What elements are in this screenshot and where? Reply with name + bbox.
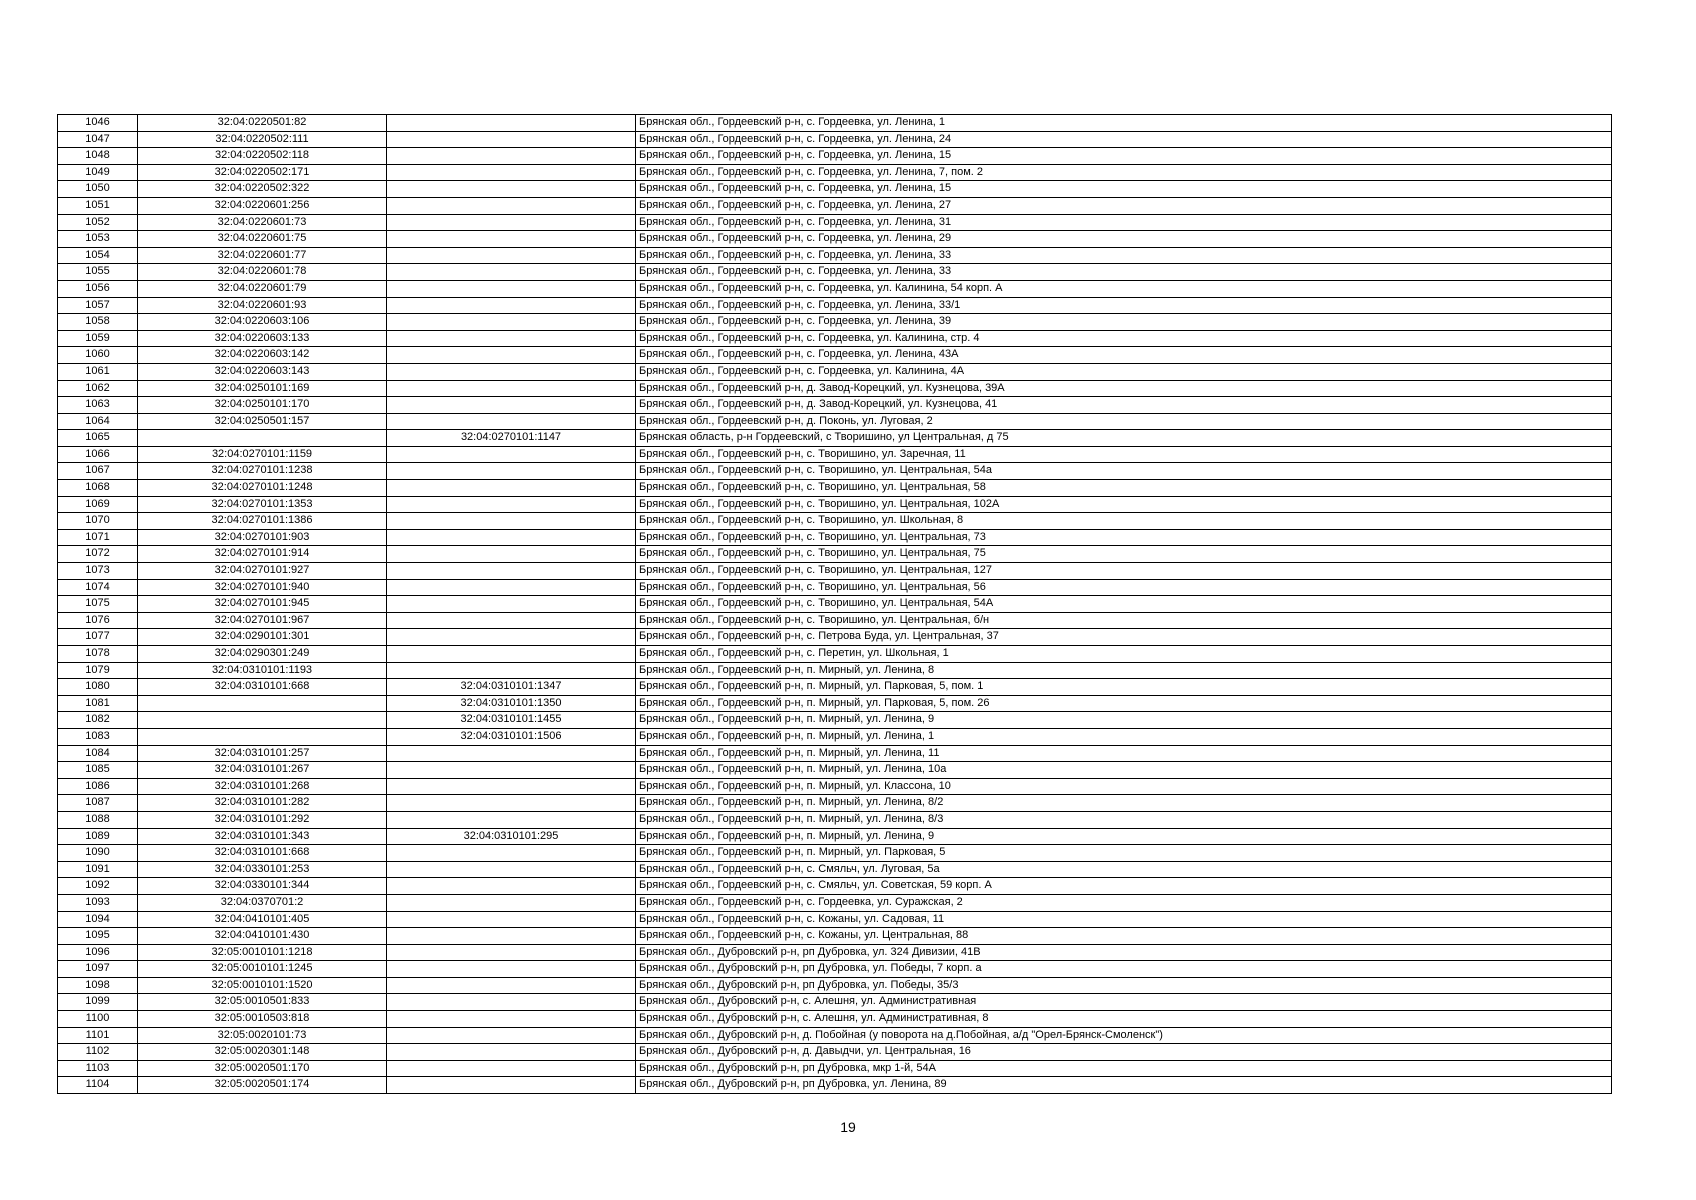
cadastral-number-cell: 32:04:0220603:142 [138, 347, 387, 364]
table-row [58, 612, 1612, 629]
address-cell: Брянская обл., Гордеевский р-н, с. Петрова Буда, ул. Центральная, 37 [636, 629, 1612, 646]
related-cadastral-number-cell [387, 1060, 636, 1077]
row-number-cell: 1054 [58, 247, 138, 264]
row-number-cell: 1086 [58, 778, 138, 795]
row-number-cell: 1072 [58, 546, 138, 563]
table-row [58, 115, 1612, 132]
table-row [58, 397, 1612, 414]
related-cadastral-number-cell [387, 546, 636, 563]
cadastral-number-cell: 32:04:0250101:169 [138, 380, 387, 397]
cadastral-number-cell: 32:04:0310101:1193 [138, 662, 387, 679]
row-number-cell: 1094 [58, 911, 138, 928]
address-cell: Брянская обл., Гордеевский р-н, д. Завод-Корецкий, ул. Кузнецова, 41 [636, 397, 1612, 414]
address-cell: Брянская обл., Гордеевский р-н, с. Творишино, ул. Заречная, 11 [636, 446, 1612, 463]
address-cell: Брянская обл., Гордеевский р-н, п. Мирный, ул. Парковая, 5 [636, 845, 1612, 862]
table-row [58, 629, 1612, 646]
row-number-cell: 1076 [58, 612, 138, 629]
cadastral-number-cell: 32:04:0370701:2 [138, 894, 387, 911]
row-number-cell: 1061 [58, 363, 138, 380]
related-cadastral-number-cell [387, 164, 636, 181]
row-number-cell: 1048 [58, 148, 138, 165]
address-cell: Брянская обл., Дубровский р-н, рп Дубровка, ул. Победы, 7 корп. а [636, 961, 1612, 978]
cadastral-number-cell: 32:04:0310101:668 [138, 845, 387, 862]
table-row [58, 181, 1612, 198]
row-number-cell: 1080 [58, 679, 138, 696]
related-cadastral-number-cell [387, 1011, 636, 1028]
row-number-cell: 1092 [58, 878, 138, 895]
table-row [58, 596, 1612, 613]
table-row [58, 977, 1612, 994]
related-cadastral-number-cell [387, 280, 636, 297]
cadastral-number-cell: 32:04:0290301:249 [138, 646, 387, 663]
cadastral-number-cell: 32:04:0220502:171 [138, 164, 387, 181]
related-cadastral-number-cell [387, 264, 636, 281]
table-row [58, 546, 1612, 563]
table-row [58, 131, 1612, 148]
address-cell: Брянская обл., Гордеевский р-н, с. Творишино, ул. Центральная, б/н [636, 612, 1612, 629]
cadastral-number-cell: 32:04:0270101:1238 [138, 463, 387, 480]
page-number: 19 [840, 1119, 856, 1135]
related-cadastral-number-cell [387, 231, 636, 248]
table-row [58, 513, 1612, 530]
cadastral-number-cell: 32:04:0220603:143 [138, 363, 387, 380]
cadastral-number-cell: 32:04:0220501:82 [138, 115, 387, 132]
table-row [58, 214, 1612, 231]
address-cell: Брянская обл., Гордеевский р-н, с. Гордеевка, ул. Ленина, 39 [636, 314, 1612, 331]
related-cadastral-number-cell [387, 596, 636, 613]
address-cell: Брянская область, р-н Гордеевский, с Творишино, ул Центральная, д 75 [636, 430, 1612, 447]
related-cadastral-number-cell [387, 795, 636, 812]
row-number-cell: 1071 [58, 529, 138, 546]
address-cell: Брянская обл., Гордеевский р-н, с. Перетин, ул. Школьная, 1 [636, 646, 1612, 663]
related-cadastral-number-cell [387, 529, 636, 546]
cadastral-number-cell: 32:04:0220601:77 [138, 247, 387, 264]
address-cell: Брянская обл., Гордеевский р-н, с. Гордеевка, ул. Ленина, 7, пом. 2 [636, 164, 1612, 181]
row-number-cell: 1102 [58, 1044, 138, 1061]
address-cell: Брянская обл., Гордеевский р-н, с. Гордеевка, ул. Ленина, 15 [636, 148, 1612, 165]
related-cadastral-number-cell: 32:04:0270101:1147 [387, 430, 636, 447]
table-row [58, 679, 1612, 696]
row-number-cell: 1084 [58, 745, 138, 762]
address-cell: Брянская обл., Гордеевский р-н, п. Мирный, ул. Ленина, 8 [636, 662, 1612, 679]
address-cell: Брянская обл., Гордеевский р-н, с. Гордеевка, ул. Калинина, 54 корп. А [636, 280, 1612, 297]
row-number-cell: 1059 [58, 330, 138, 347]
cadastral-number-cell: 32:04:0310101:292 [138, 811, 387, 828]
table-row [58, 446, 1612, 463]
address-cell: Брянская обл., Гордеевский р-н, с. Гордеевка, ул. Ленина, 33/1 [636, 297, 1612, 314]
table-row [58, 811, 1612, 828]
row-number-cell: 1095 [58, 928, 138, 945]
row-number-cell: 1070 [58, 513, 138, 530]
row-number-cell: 1090 [58, 845, 138, 862]
related-cadastral-number-cell: 32:04:0310101:1347 [387, 679, 636, 696]
row-number-cell: 1068 [58, 480, 138, 497]
related-cadastral-number-cell [387, 314, 636, 331]
table-row [58, 430, 1612, 447]
row-number-cell: 1088 [58, 811, 138, 828]
row-number-cell: 1097 [58, 961, 138, 978]
cadastral-number-cell: 32:04:0270101:940 [138, 579, 387, 596]
related-cadastral-number-cell [387, 214, 636, 231]
address-cell: Брянская обл., Гордеевский р-н, п. Мирный, ул. Ленина, 8/3 [636, 811, 1612, 828]
table-row [58, 197, 1612, 214]
table-row [58, 795, 1612, 812]
related-cadastral-number-cell [387, 612, 636, 629]
row-number-cell: 1079 [58, 662, 138, 679]
related-cadastral-number-cell [387, 928, 636, 945]
table-row [58, 662, 1612, 679]
table-row [58, 413, 1612, 430]
cadastral-number-cell: 32:04:0270101:903 [138, 529, 387, 546]
cadastral-number-cell: 32:04:0270101:1248 [138, 480, 387, 497]
related-cadastral-number-cell [387, 811, 636, 828]
cadastral-number-cell [138, 695, 387, 712]
address-cell: Брянская обл., Гордеевский р-н, с. Гордеевка, ул. Ленина, 33 [636, 247, 1612, 264]
address-cell: Брянская обл., Гордеевский р-н, д. Поконь, ул. Луговая, 2 [636, 413, 1612, 430]
row-number-cell: 1073 [58, 563, 138, 580]
address-cell: Брянская обл., Гордеевский р-н, с. Гордеевка, ул. Калинина, стр. 4 [636, 330, 1612, 347]
table-row [58, 164, 1612, 181]
related-cadastral-number-cell [387, 1027, 636, 1044]
address-cell: Брянская обл., Гордеевский р-н, с. Гордеевка, ул. Калинина, 4А [636, 363, 1612, 380]
cadastral-number-cell: 32:04:0270101:927 [138, 563, 387, 580]
related-cadastral-number-cell [387, 745, 636, 762]
cadastral-number-cell: 32:05:0020501:174 [138, 1077, 387, 1094]
cadastral-number-cell: 32:04:0220601:75 [138, 231, 387, 248]
row-number-cell: 1050 [58, 181, 138, 198]
row-number-cell: 1104 [58, 1077, 138, 1094]
related-cadastral-number-cell [387, 977, 636, 994]
cadastral-number-cell: 32:04:0410101:430 [138, 928, 387, 945]
address-cell: Брянская обл., Гордеевский р-н, с. Гордеевка, ул. Ленина, 43А [636, 347, 1612, 364]
cadastral-number-cell: 32:04:0270101:967 [138, 612, 387, 629]
related-cadastral-number-cell [387, 397, 636, 414]
registry-table [57, 114, 1612, 1094]
table-row [58, 579, 1612, 596]
cadastral-number-cell: 32:04:0250501:157 [138, 413, 387, 430]
address-cell: Брянская обл., Гордеевский р-н, с. Творишино, ул. Центральная, 54а [636, 463, 1612, 480]
address-cell: Брянская обл., Дубровский р-н, рп Дубровка, ул. 324 Дивизии, 41В [636, 944, 1612, 961]
row-number-cell: 1103 [58, 1060, 138, 1077]
related-cadastral-number-cell [387, 181, 636, 198]
row-number-cell: 1064 [58, 413, 138, 430]
cadastral-number-cell: 32:04:0270101:914 [138, 546, 387, 563]
cadastral-number-cell: 32:04:0220502:111 [138, 131, 387, 148]
address-cell: Брянская обл., Гордеевский р-н, с. Кожаны, ул. Садовая, 11 [636, 911, 1612, 928]
table-row [58, 148, 1612, 165]
related-cadastral-number-cell [387, 115, 636, 132]
cadastral-number-cell: 32:04:0410101:405 [138, 911, 387, 928]
table-row [58, 280, 1612, 297]
cadastral-number-cell: 32:05:0020101:73 [138, 1027, 387, 1044]
cadastral-number-cell: 32:04:0220601:73 [138, 214, 387, 231]
table-row [58, 247, 1612, 264]
related-cadastral-number-cell: 32:04:0310101:295 [387, 828, 636, 845]
related-cadastral-number-cell [387, 380, 636, 397]
address-cell: Брянская обл., Гордеевский р-н, с. Гордеевка, ул. Ленина, 33 [636, 264, 1612, 281]
row-number-cell: 1098 [58, 977, 138, 994]
address-cell: Брянская обл., Дубровский р-н, с. Алешня, ул. Административная [636, 994, 1612, 1011]
cadastral-number-cell: 32:05:0010101:1218 [138, 944, 387, 961]
table-row [58, 347, 1612, 364]
table-row [58, 928, 1612, 945]
cadastral-number-cell: 32:05:0010101:1520 [138, 977, 387, 994]
table-row [58, 845, 1612, 862]
table-row [58, 762, 1612, 779]
cadastral-number-cell [138, 728, 387, 745]
address-cell: Брянская обл., Гордеевский р-н, п. Мирный, ул. Ленина, 1 [636, 728, 1612, 745]
related-cadastral-number-cell: 32:04:0310101:1506 [387, 728, 636, 745]
table-row [58, 944, 1612, 961]
address-cell: Брянская обл., Дубровский р-н, рп Дубровка, ул. Ленина, 89 [636, 1077, 1612, 1094]
related-cadastral-number-cell [387, 197, 636, 214]
row-number-cell: 1065 [58, 430, 138, 447]
row-number-cell: 1089 [58, 828, 138, 845]
cadastral-number-cell: 32:04:0220601:79 [138, 280, 387, 297]
cadastral-number-cell: 32:04:0220502:118 [138, 148, 387, 165]
table-row [58, 1077, 1612, 1094]
cadastral-number-cell: 32:04:0330101:253 [138, 861, 387, 878]
cadastral-number-cell: 32:04:0310101:343 [138, 828, 387, 845]
table-row [58, 695, 1612, 712]
row-number-cell: 1062 [58, 380, 138, 397]
row-number-cell: 1099 [58, 994, 138, 1011]
address-cell: Брянская обл., Гордеевский р-н, п. Мирный, ул. Ленина, 9 [636, 828, 1612, 845]
related-cadastral-number-cell [387, 463, 636, 480]
related-cadastral-number-cell [387, 861, 636, 878]
address-cell: Брянская обл., Гордеевский р-н, п. Мирный, ул. Ленина, 11 [636, 745, 1612, 762]
table-row [58, 911, 1612, 928]
address-cell: Брянская обл., Гордеевский р-н, с. Гордеевка, ул. Ленина, 31 [636, 214, 1612, 231]
address-cell: Брянская обл., Гордеевский р-н, п. Мирный, ул. Ленина, 8/2 [636, 795, 1612, 812]
address-cell: Брянская обл., Гордеевский р-н, с. Гордеевка, ул. Ленина, 29 [636, 231, 1612, 248]
cadastral-number-cell: 32:05:0010101:1245 [138, 961, 387, 978]
address-cell: Брянская обл., Дубровский р-н, д. Побойная (у поворота на д.Побойная, а/д "Орел-Брянск-Смоленск") [636, 1027, 1612, 1044]
table-row [58, 894, 1612, 911]
table-row [58, 646, 1612, 663]
cadastral-number-cell: 32:05:0020501:170 [138, 1060, 387, 1077]
row-number-cell: 1055 [58, 264, 138, 281]
table-row [58, 861, 1612, 878]
row-number-cell: 1067 [58, 463, 138, 480]
address-cell: Брянская обл., Гордеевский р-н, с. Гордеевка, ул. Ленина, 1 [636, 115, 1612, 132]
table-row [58, 1027, 1612, 1044]
row-number-cell: 1083 [58, 728, 138, 745]
row-number-cell: 1078 [58, 646, 138, 663]
address-cell: Брянская обл., Гордеевский р-н, п. Мирный, ул. Ленина, 10а [636, 762, 1612, 779]
related-cadastral-number-cell [387, 446, 636, 463]
row-number-cell: 1069 [58, 496, 138, 513]
table-row [58, 728, 1612, 745]
cadastral-number-cell: 32:04:0220601:78 [138, 264, 387, 281]
table-row [58, 828, 1612, 845]
row-number-cell: 1091 [58, 861, 138, 878]
address-cell: Брянская обл., Гордеевский р-н, с. Творишино, ул. Центральная, 102А [636, 496, 1612, 513]
row-number-cell: 1051 [58, 197, 138, 214]
row-number-cell: 1101 [58, 1027, 138, 1044]
table-row [58, 745, 1612, 762]
address-cell: Брянская обл., Дубровский р-н, рп Дубровка, мкр 1-й, 54А [636, 1060, 1612, 1077]
table-row [58, 363, 1612, 380]
address-cell: Брянская обл., Гордеевский р-н, п. Мирный, ул. Классона, 10 [636, 778, 1612, 795]
related-cadastral-number-cell [387, 961, 636, 978]
row-number-cell: 1100 [58, 1011, 138, 1028]
related-cadastral-number-cell: 32:04:0310101:1350 [387, 695, 636, 712]
cadastral-number-cell: 32:04:0270101:1159 [138, 446, 387, 463]
row-number-cell: 1081 [58, 695, 138, 712]
row-number-cell: 1082 [58, 712, 138, 729]
cadastral-number-cell: 32:04:0270101:1353 [138, 496, 387, 513]
address-cell: Брянская обл., Дубровский р-н, д. Давыдчи, ул. Центральная, 16 [636, 1044, 1612, 1061]
table-row [58, 231, 1612, 248]
address-cell: Брянская обл., Гордеевский р-н, п. Мирный, ул. Парковая, 5, пом. 26 [636, 695, 1612, 712]
related-cadastral-number-cell [387, 579, 636, 596]
row-number-cell: 1058 [58, 314, 138, 331]
address-cell: Брянская обл., Гордеевский р-н, с. Гордеевка, ул. Суражская, 2 [636, 894, 1612, 911]
address-cell: Брянская обл., Гордеевский р-н, с. Творишино, ул. Школьная, 8 [636, 513, 1612, 530]
address-cell: Брянская обл., Гордеевский р-н, с. Гордеевка, ул. Ленина, 24 [636, 131, 1612, 148]
cadastral-number-cell: 32:05:0020301:148 [138, 1044, 387, 1061]
related-cadastral-number-cell [387, 778, 636, 795]
table-row [58, 496, 1612, 513]
table-row [58, 878, 1612, 895]
cadastral-number-cell: 32:04:0220603:133 [138, 330, 387, 347]
related-cadastral-number-cell [387, 347, 636, 364]
table-row [58, 994, 1612, 1011]
related-cadastral-number-cell [387, 297, 636, 314]
related-cadastral-number-cell [387, 662, 636, 679]
related-cadastral-number-cell [387, 762, 636, 779]
table-row [58, 1011, 1612, 1028]
address-cell: Брянская обл., Гордеевский р-н, с. Смяльч, ул. Луговая, 5а [636, 861, 1612, 878]
row-number-cell: 1053 [58, 231, 138, 248]
address-cell: Брянская обл., Гордеевский р-н, с. Творишино, ул. Центральная, 75 [636, 546, 1612, 563]
cadastral-number-cell: 32:04:0250101:170 [138, 397, 387, 414]
address-cell: Брянская обл., Гордеевский р-н, с. Гордеевка, ул. Ленина, 27 [636, 197, 1612, 214]
row-number-cell: 1052 [58, 214, 138, 231]
row-number-cell: 1085 [58, 762, 138, 779]
cadastral-number-cell: 32:04:0220601:256 [138, 197, 387, 214]
address-cell: Брянская обл., Гордеевский р-н, п. Мирный, ул. Ленина, 9 [636, 712, 1612, 729]
related-cadastral-number-cell [387, 496, 636, 513]
row-number-cell: 1096 [58, 944, 138, 961]
address-cell: Брянская обл., Гордеевский р-н, с. Творишино, ул. Центральная, 56 [636, 579, 1612, 596]
cadastral-number-cell: 32:04:0310101:267 [138, 762, 387, 779]
table-row [58, 380, 1612, 397]
related-cadastral-number-cell [387, 878, 636, 895]
address-cell: Брянская обл., Гордеевский р-н, с. Смяльч, ул. Советская, 59 корп. А [636, 878, 1612, 895]
cadastral-number-cell: 32:04:0310101:268 [138, 778, 387, 795]
row-number-cell: 1075 [58, 596, 138, 613]
related-cadastral-number-cell [387, 131, 636, 148]
cadastral-number-cell: 32:04:0310101:257 [138, 745, 387, 762]
row-number-cell: 1063 [58, 397, 138, 414]
address-cell: Брянская обл., Гордеевский р-н, с. Творишино, ул. Центральная, 54А [636, 596, 1612, 613]
table-row [58, 1060, 1612, 1077]
row-number-cell: 1047 [58, 131, 138, 148]
cadastral-number-cell: 32:05:0010501:833 [138, 994, 387, 1011]
table-row [58, 778, 1612, 795]
related-cadastral-number-cell [387, 330, 636, 347]
related-cadastral-number-cell [387, 911, 636, 928]
cadastral-number-cell: 32:04:0310101:282 [138, 795, 387, 812]
related-cadastral-number-cell [387, 148, 636, 165]
row-number-cell: 1057 [58, 297, 138, 314]
address-cell: Брянская обл., Гордеевский р-н, с. Кожаны, ул. Центральная, 88 [636, 928, 1612, 945]
related-cadastral-number-cell [387, 563, 636, 580]
related-cadastral-number-cell [387, 944, 636, 961]
related-cadastral-number-cell [387, 413, 636, 430]
related-cadastral-number-cell [387, 247, 636, 264]
table-row [58, 297, 1612, 314]
table-row [58, 1044, 1612, 1061]
registry-table-body [58, 115, 1612, 1094]
address-cell: Брянская обл., Гордеевский р-н, с. Гордеевка, ул. Ленина, 15 [636, 181, 1612, 198]
cadastral-number-cell [138, 430, 387, 447]
related-cadastral-number-cell [387, 894, 636, 911]
related-cadastral-number-cell [387, 629, 636, 646]
address-cell: Брянская обл., Гордеевский р-н, п. Мирный, ул. Парковая, 5, пом. 1 [636, 679, 1612, 696]
address-cell: Брянская обл., Гордеевский р-н, с. Творишино, ул. Центральная, 58 [636, 480, 1612, 497]
related-cadastral-number-cell [387, 363, 636, 380]
related-cadastral-number-cell: 32:04:0310101:1455 [387, 712, 636, 729]
table-row [58, 529, 1612, 546]
cadastral-number-cell: 32:04:0310101:668 [138, 679, 387, 696]
address-cell: Брянская обл., Дубровский р-н, с. Алешня, ул. Административная, 8 [636, 1011, 1612, 1028]
row-number-cell: 1093 [58, 894, 138, 911]
row-number-cell: 1060 [58, 347, 138, 364]
table-row [58, 712, 1612, 729]
row-number-cell: 1049 [58, 164, 138, 181]
address-cell: Брянская обл., Гордеевский р-н, с. Творишино, ул. Центральная, 127 [636, 563, 1612, 580]
row-number-cell: 1046 [58, 115, 138, 132]
cadastral-number-cell: 32:04:0290101:301 [138, 629, 387, 646]
table-row [58, 961, 1612, 978]
cadastral-number-cell: 32:04:0220502:322 [138, 181, 387, 198]
related-cadastral-number-cell [387, 845, 636, 862]
row-number-cell: 1077 [58, 629, 138, 646]
address-cell: Брянская обл., Дубровский р-н, рп Дубровка, ул. Победы, 35/3 [636, 977, 1612, 994]
cadastral-number-cell: 32:04:0220601:93 [138, 297, 387, 314]
table-row [58, 563, 1612, 580]
related-cadastral-number-cell [387, 1077, 636, 1094]
row-number-cell: 1056 [58, 280, 138, 297]
related-cadastral-number-cell [387, 513, 636, 530]
cadastral-number-cell: 32:04:0220603:106 [138, 314, 387, 331]
cadastral-number-cell: 32:05:0010503:818 [138, 1011, 387, 1028]
table-row [58, 463, 1612, 480]
related-cadastral-number-cell [387, 480, 636, 497]
table-row [58, 330, 1612, 347]
cadastral-number-cell [138, 712, 387, 729]
address-cell: Брянская обл., Гордеевский р-н, с. Творишино, ул. Центральная, 73 [636, 529, 1612, 546]
table-row [58, 264, 1612, 281]
related-cadastral-number-cell [387, 646, 636, 663]
related-cadastral-number-cell [387, 994, 636, 1011]
row-number-cell: 1087 [58, 795, 138, 812]
related-cadastral-number-cell [387, 1044, 636, 1061]
table-row [58, 314, 1612, 331]
table-row [58, 480, 1612, 497]
row-number-cell: 1066 [58, 446, 138, 463]
cadastral-number-cell: 32:04:0270101:945 [138, 596, 387, 613]
cadastral-number-cell: 32:04:0270101:1386 [138, 513, 387, 530]
cadastral-number-cell: 32:04:0330101:344 [138, 878, 387, 895]
row-number-cell: 1074 [58, 579, 138, 596]
address-cell: Брянская обл., Гордеевский р-н, д. Завод-Корецкий, ул. Кузнецова, 39А [636, 380, 1612, 397]
